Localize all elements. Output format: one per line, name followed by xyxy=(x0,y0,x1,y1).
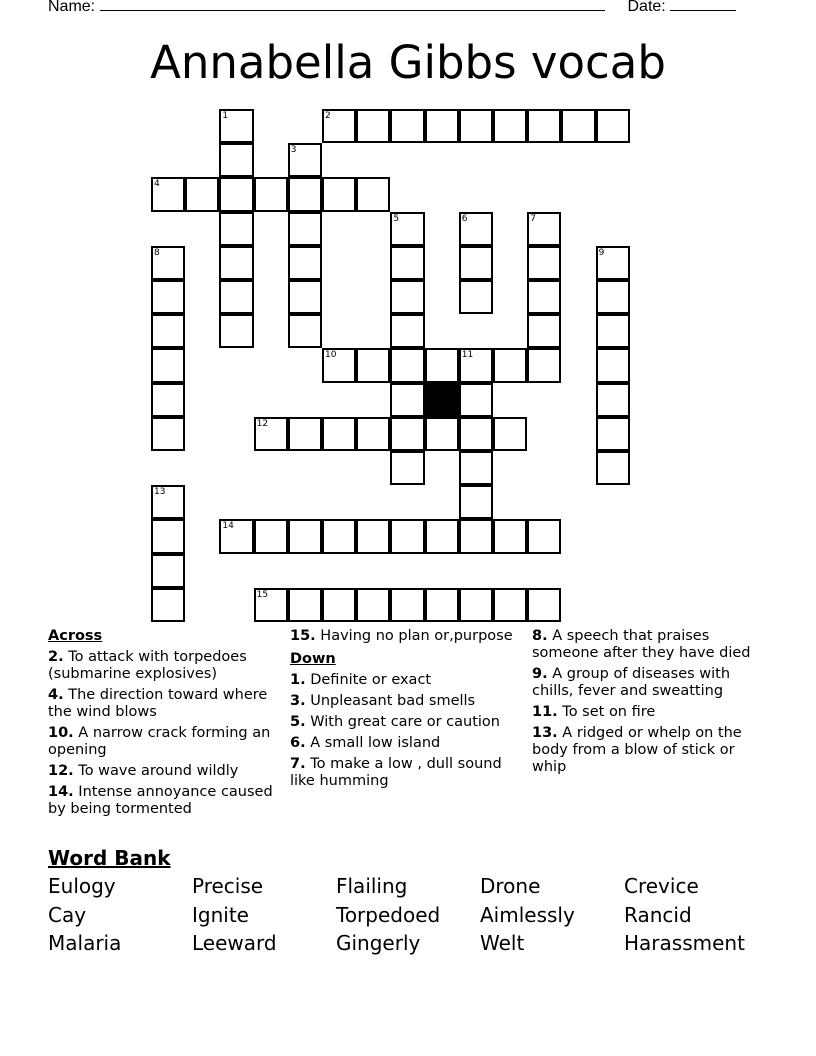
clue-number: 2 xyxy=(325,111,331,121)
crossword-cell[interactable] xyxy=(356,588,390,622)
word-bank-item: Crevice xyxy=(624,874,699,898)
crossword-cell[interactable] xyxy=(356,417,390,451)
crossword-cell[interactable] xyxy=(596,417,630,451)
word-bank-item: Precise xyxy=(192,874,264,898)
crossword-cell[interactable] xyxy=(390,109,424,143)
crossword-cell[interactable] xyxy=(151,519,185,553)
crossword-cell[interactable] xyxy=(151,383,185,417)
crossword-cell[interactable] xyxy=(151,177,185,211)
crossword-cell[interactable] xyxy=(151,417,185,451)
crossword-cell[interactable] xyxy=(356,519,390,553)
crossword-cell[interactable] xyxy=(288,177,322,211)
crossword-cell[interactable] xyxy=(288,314,322,348)
crossword-cell[interactable] xyxy=(527,246,561,280)
crossword-cell[interactable] xyxy=(151,348,185,382)
crossword-cell[interactable] xyxy=(527,314,561,348)
clue-number: 7 xyxy=(530,213,536,224)
crossword-cell[interactable] xyxy=(459,383,493,417)
clue-across-14: 14. Intense annoyance caused by being tormented xyxy=(48,784,273,817)
crossword-cell[interactable] xyxy=(151,485,185,519)
crossword-cell[interactable] xyxy=(527,588,561,622)
crossword-cell[interactable] xyxy=(596,314,630,348)
crossword-cell[interactable] xyxy=(561,109,595,143)
clue-number: 11 xyxy=(461,350,474,361)
date-blank-line xyxy=(670,0,736,11)
word-bank-item: Drone xyxy=(480,874,541,898)
crossword-cell[interactable] xyxy=(390,314,424,348)
crossword-cell[interactable] xyxy=(493,588,527,622)
word-bank-item: Welt xyxy=(480,931,525,955)
name-label: Name: xyxy=(48,0,96,15)
crossword-cell[interactable] xyxy=(219,280,253,314)
clue-number: 1 xyxy=(222,111,229,121)
crossword-cell[interactable] xyxy=(390,451,424,485)
crossword-cell[interactable] xyxy=(527,212,561,246)
crossword-cell[interactable] xyxy=(425,348,459,382)
across-heading: Across xyxy=(48,628,103,644)
crossword-cell[interactable] xyxy=(493,519,527,553)
clue-number: 4 xyxy=(154,179,160,190)
clue-down-8: 8. A speech that praises someone after they have died xyxy=(532,628,751,661)
crossword-cell[interactable] xyxy=(288,246,322,280)
crossword-cell[interactable] xyxy=(151,588,185,622)
crossword-cell[interactable] xyxy=(219,246,253,280)
crossword-cell[interactable] xyxy=(459,109,493,143)
crossword-cell[interactable] xyxy=(288,212,322,246)
crossword-cell[interactable] xyxy=(527,109,561,143)
crossword-cell[interactable] xyxy=(390,383,424,417)
crossword-cell[interactable] xyxy=(459,417,493,451)
word-bank-item: Leeward xyxy=(192,931,277,955)
crossword-cell[interactable] xyxy=(322,177,356,211)
crossword-cell[interactable] xyxy=(219,212,253,246)
clue-down-11: 11. To set on fire xyxy=(532,704,656,720)
word-bank-item: Harassment xyxy=(624,931,745,955)
crossword-cell[interactable] xyxy=(390,417,424,451)
word-bank-item: Ignite xyxy=(192,902,249,927)
page-title: Annabella Gibbs vocab xyxy=(150,36,666,89)
clue-number: 3 xyxy=(290,145,297,156)
clue-across-12: 12. To wave around wildly xyxy=(48,763,239,779)
crossword-cell[interactable] xyxy=(596,383,630,417)
crossword-cell[interactable] xyxy=(425,109,459,143)
clue-number: 8 xyxy=(154,247,160,258)
crossword-cell[interactable] xyxy=(493,417,527,451)
crossword-cell[interactable] xyxy=(390,519,424,553)
clue-down-3: 3. Unpleasant bad smells xyxy=(290,693,476,709)
crossword-cell[interactable] xyxy=(254,417,288,451)
crossword-cell[interactable] xyxy=(527,280,561,314)
word-bank-item: Torpedoed xyxy=(336,902,441,927)
crossword-cell[interactable] xyxy=(322,109,356,143)
crossword-cell[interactable] xyxy=(459,212,493,246)
crossword-cell[interactable] xyxy=(219,314,253,348)
crossword-cell[interactable] xyxy=(459,588,493,622)
crossword-cell[interactable] xyxy=(459,519,493,553)
crossword-cell[interactable] xyxy=(254,177,288,211)
crossword-cell[interactable] xyxy=(254,519,288,553)
word-bank-heading: Word Bank xyxy=(48,846,171,870)
crossword-cell[interactable] xyxy=(356,109,390,143)
word-bank-item: Eulogy xyxy=(48,874,116,898)
crossword-cell[interactable] xyxy=(219,519,253,553)
clue-across-2: 2. To attack with torpedoes (submarine explosives) xyxy=(48,649,247,682)
word-bank-item: Aimlessly xyxy=(480,902,575,927)
name-date-header xyxy=(48,0,736,16)
clue-number: 15 xyxy=(256,589,269,600)
word-bank-list xyxy=(48,872,768,958)
word-bank-item: Rancid xyxy=(624,902,692,927)
clues-col-3 xyxy=(532,628,772,780)
crossword-cell[interactable] xyxy=(390,588,424,622)
crossword-cell[interactable] xyxy=(322,348,356,382)
word-bank xyxy=(48,846,768,958)
down-heading: Down xyxy=(290,651,336,667)
crossword-cell[interactable] xyxy=(288,143,322,177)
name-blank-line xyxy=(100,0,605,11)
clue-across-15: 15. Having no plan or,purpose xyxy=(290,628,513,644)
crossword-cell[interactable] xyxy=(288,417,322,451)
crossword-cell[interactable] xyxy=(219,177,253,211)
crossword-cell[interactable] xyxy=(151,314,185,348)
word-bank-item: Flailing xyxy=(336,874,408,898)
black-cell xyxy=(425,383,459,417)
crossword-cell[interactable] xyxy=(459,348,493,382)
word-bank-item: Cay xyxy=(48,902,87,927)
clue-number: 12 xyxy=(256,418,269,429)
crossword-cell[interactable] xyxy=(596,451,630,485)
clue-down-13: 13. A ridged or whelp on the body from a blow of stick or whip xyxy=(532,725,742,775)
crossword-cell[interactable] xyxy=(288,280,322,314)
crossword-cell[interactable] xyxy=(288,588,322,622)
crossword-cell[interactable] xyxy=(596,246,630,280)
clue-down-9: 9. A group of diseases with chills, fever and sweatting xyxy=(532,666,731,699)
clue-number: 10 xyxy=(325,350,337,361)
crossword-cell[interactable] xyxy=(322,519,356,553)
crossword-cell[interactable] xyxy=(288,519,322,553)
crossword-cell[interactable] xyxy=(425,588,459,622)
clue-across-4: 4. The direction toward where the wind blows xyxy=(48,687,268,720)
crossword-cell[interactable] xyxy=(390,212,424,246)
clue-down-6: 6. A small low island xyxy=(290,735,441,751)
clue-down-1: 1. Definite or exact xyxy=(290,672,432,688)
crossword-cell[interactable] xyxy=(151,280,185,314)
crossword-cell[interactable] xyxy=(493,348,527,382)
clue-number: 5 xyxy=(393,213,400,224)
crossword-cell[interactable] xyxy=(390,246,424,280)
crossword-cell[interactable] xyxy=(185,177,219,211)
crossword-cell[interactable] xyxy=(219,109,253,143)
crossword-cell[interactable] xyxy=(219,143,253,177)
crossword-cell[interactable] xyxy=(322,417,356,451)
clue-number: 13 xyxy=(154,487,166,498)
crossword-cell[interactable] xyxy=(425,417,459,451)
crossword-cell[interactable] xyxy=(459,280,493,314)
crossword-cell[interactable] xyxy=(390,348,424,382)
crossword-cell[interactable] xyxy=(596,348,630,382)
crossword-cell[interactable] xyxy=(254,588,288,622)
crossword-cell[interactable] xyxy=(356,348,390,382)
date-label: Date: xyxy=(627,0,666,15)
clue-number: 9 xyxy=(598,247,605,258)
clue-down-7: 7. To make a low , dull sound like humming xyxy=(290,756,502,789)
crossword-cell[interactable] xyxy=(151,246,185,280)
crossword-cell[interactable] xyxy=(459,451,493,485)
crossword-cell[interactable] xyxy=(425,519,459,553)
crossword-cell[interactable] xyxy=(356,177,390,211)
word-bank-item: Gingerly xyxy=(336,931,421,955)
clue-down-5: 5. With great care or caution xyxy=(290,714,500,730)
crossword-cell[interactable] xyxy=(459,246,493,280)
crossword-cell[interactable] xyxy=(390,280,424,314)
crossword-cell[interactable] xyxy=(596,280,630,314)
clues-col-1 xyxy=(48,628,278,822)
crossword-cell[interactable] xyxy=(459,485,493,519)
clue-number: 6 xyxy=(461,213,468,224)
clues-col-2 xyxy=(290,628,520,794)
crossword-cell[interactable] xyxy=(527,519,561,553)
crossword-cell[interactable] xyxy=(527,348,561,382)
crossword-cell[interactable] xyxy=(151,554,185,588)
crossword-cell[interactable] xyxy=(596,109,630,143)
crossword-cell[interactable] xyxy=(322,588,356,622)
clue-number: 14 xyxy=(222,521,234,532)
clue-across-10: 10. A narrow crack forming an opening xyxy=(48,725,271,758)
word-bank-item: Malaria xyxy=(48,931,122,955)
crossword-cell[interactable] xyxy=(493,109,527,143)
